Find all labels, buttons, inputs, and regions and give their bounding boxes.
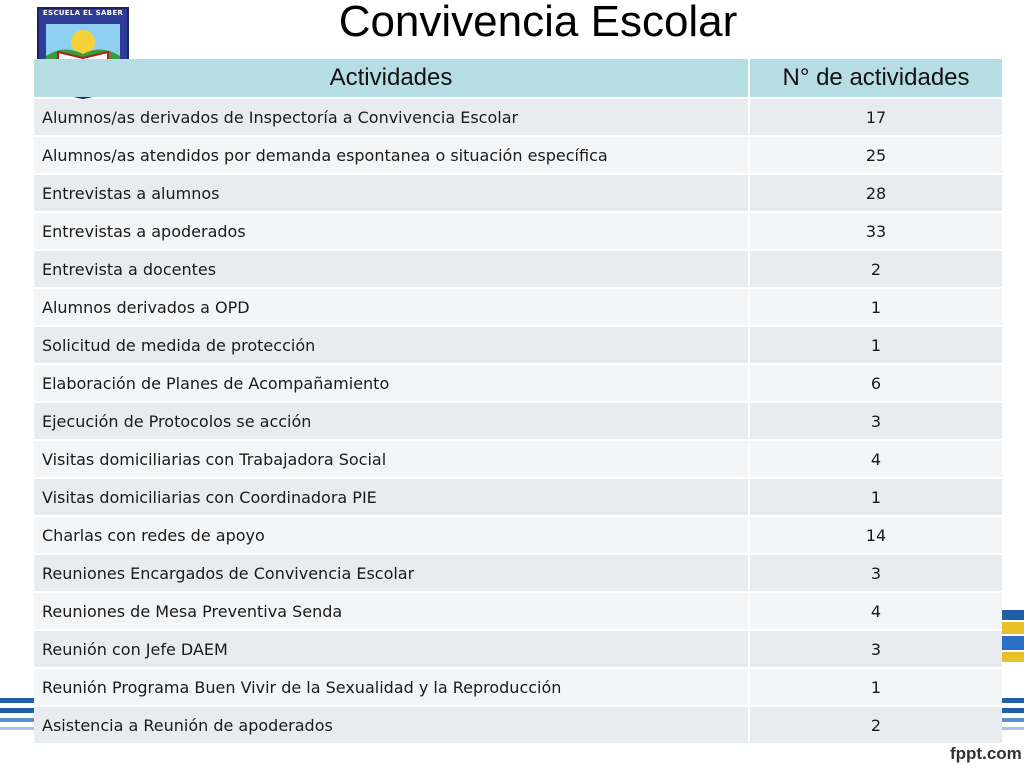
table-row — [34, 99, 1002, 135]
count-cell: 33 — [750, 213, 1002, 249]
count-cell: 4 — [750, 441, 1002, 477]
activity-cell: Asistencia a Reunión de apoderados — [34, 707, 750, 743]
table-row — [34, 555, 1002, 591]
activity-cell: Alumnos/as atendidos por demanda espontanea o situación específica — [34, 137, 750, 173]
activity-cell: Reuniones de Mesa Preventiva Senda — [34, 593, 750, 629]
count-cell: 2 — [750, 707, 1002, 743]
decorative-books-icon — [1000, 610, 1024, 670]
count-cell: 6 — [750, 365, 1002, 401]
activity-cell: Solicitud de medida de protección — [34, 327, 750, 363]
count-cell: 3 — [750, 555, 1002, 591]
table-row — [34, 137, 1002, 173]
count-cell: 3 — [750, 403, 1002, 439]
activity-cell: Reunión Programa Buen Vivir de la Sexualidad y la Reproducción — [34, 669, 750, 705]
count-cell: 17 — [750, 99, 1002, 135]
count-cell: 1 — [750, 289, 1002, 325]
count-cell: 3 — [750, 631, 1002, 667]
count-cell: 1 — [750, 669, 1002, 705]
count-cell: 1 — [750, 327, 1002, 363]
activity-cell: Ejecución de Protocolos se acción — [34, 403, 750, 439]
activity-cell: Elaboración de Planes de Acompañamiento — [34, 365, 750, 401]
table-row — [34, 479, 1002, 515]
table-row — [34, 707, 1002, 743]
activity-cell: Visitas domiciliarias con Trabajadora Social — [34, 441, 750, 477]
count-cell: 28 — [750, 175, 1002, 211]
table-row — [34, 365, 1002, 401]
table-row — [34, 593, 1002, 629]
table-row — [34, 175, 1002, 211]
table-row — [34, 213, 1002, 249]
column-header-count: N° de actividades — [750, 59, 1002, 97]
count-cell: 1 — [750, 479, 1002, 515]
logo-top-text: ESCUELA EL SABER — [42, 9, 124, 17]
column-header-activities: Actividades — [34, 59, 750, 97]
activity-cell: Entrevistas a alumnos — [34, 175, 750, 211]
count-cell: 2 — [750, 251, 1002, 287]
count-cell: 14 — [750, 517, 1002, 553]
count-cell: 4 — [750, 593, 1002, 629]
activity-cell: Visitas domiciliarias con Coordinadora PIE — [34, 479, 750, 515]
table-row — [34, 517, 1002, 553]
activity-cell: Reuniones Encargados de Convivencia Escolar — [34, 555, 750, 591]
footer-brand: fppt.com — [950, 744, 1022, 763]
table-row — [34, 403, 1002, 439]
activity-cell: Entrevista a docentes — [34, 251, 750, 287]
activity-cell: Alumnos/as derivados de Inspectoría a Convivencia Escolar — [34, 99, 750, 135]
slide-title: Convivencia Escolar — [338, 0, 738, 46]
table-header-row — [34, 59, 1002, 97]
count-cell: 25 — [750, 137, 1002, 173]
table-row — [34, 669, 1002, 705]
table-row — [34, 251, 1002, 287]
activity-cell: Charlas con redes de apoyo — [34, 517, 750, 553]
activities-table — [34, 57, 1002, 745]
table-row — [34, 289, 1002, 325]
activity-cell: Entrevistas a apoderados — [34, 213, 750, 249]
table-row — [34, 327, 1002, 363]
table-row — [34, 631, 1002, 667]
activity-cell: Alumnos derivados a OPD — [34, 289, 750, 325]
activity-cell: Reunión con Jefe DAEM — [34, 631, 750, 667]
table-row — [34, 441, 1002, 477]
